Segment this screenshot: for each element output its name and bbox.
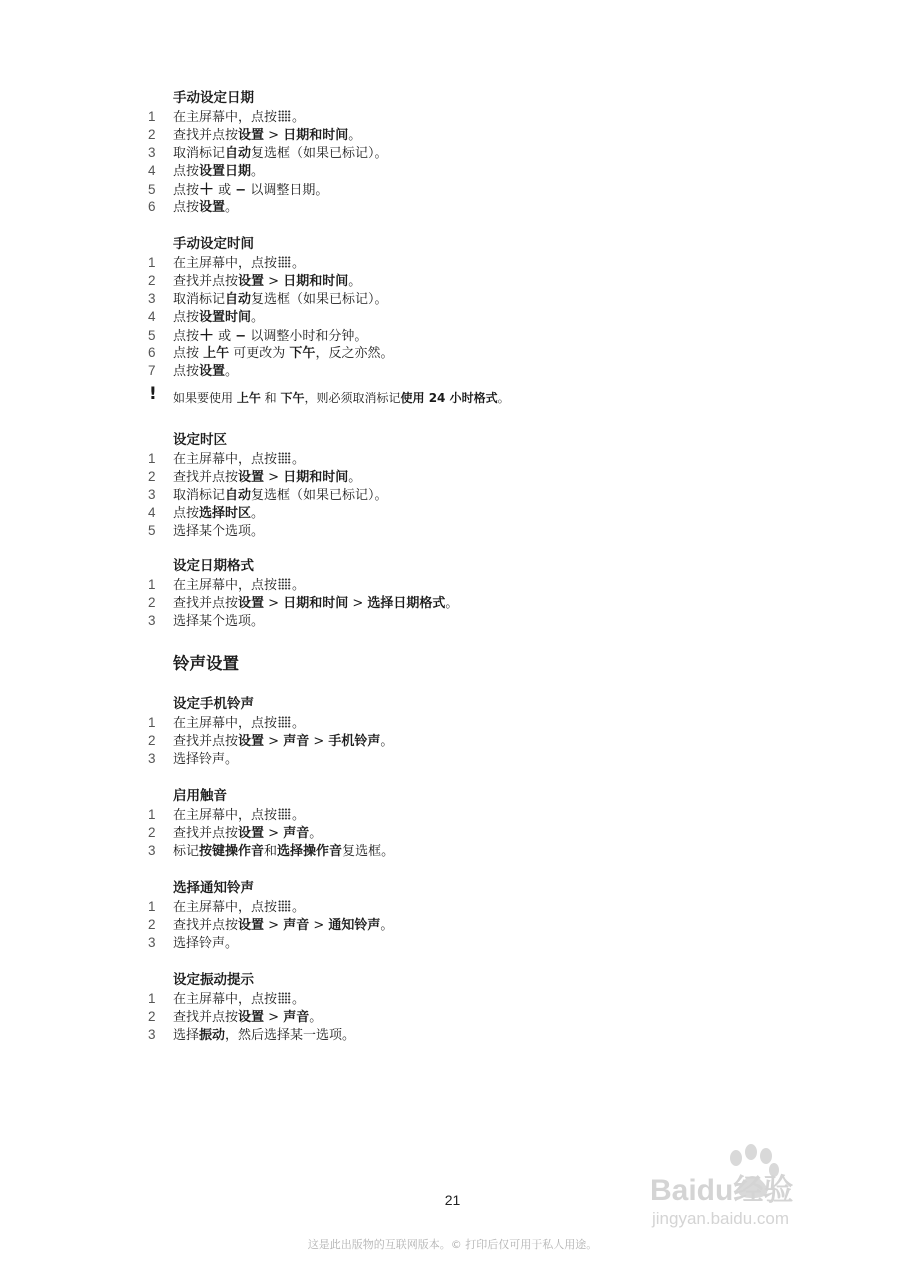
step-item: 1 在主屏幕中，点按 。 [148,899,306,915]
step-item: 7 点按设置。 [148,363,239,379]
heading-set-phone-ringtone: 设定手机铃声 [173,696,254,712]
note-text: 如果要使用 上午 和 下午，则必须取消标记使用 24 小时格式。 [173,391,510,405]
heading-set-timezone: 设定时区 [173,432,227,448]
heading-set-date-format: 设定日期格式 [173,558,254,574]
apps-grid-icon [278,110,291,122]
step-item: 5 点按＋ 或 − 以调整日期。 [148,180,329,198]
step-item: 4 点按设置日期。 [148,163,265,179]
step-item: 2 查找并点按设置 > 日期和时间 > 选择日期格式。 [148,595,459,611]
step-item: 1 在主屏幕中，点按 。 [148,109,306,125]
apps-grid-icon [278,578,291,590]
heading-set-vibration-alert: 设定振动提示 [173,972,254,988]
apps-grid-icon [278,716,291,728]
step-item: 1 在主屏幕中，点按 。 [148,715,306,731]
step-item: 2 查找并点按设置 > 声音 > 通知铃声。 [148,917,394,933]
step-item: 3 选择铃声。 [148,935,239,951]
apps-grid-icon [278,992,291,1004]
step-item: 2 查找并点按设置 > 日期和时间。 [148,469,362,485]
step-item: 6 点按 上午 可更改为 下午，反之亦然。 [148,345,394,361]
plus-icon: ＋ [199,326,215,344]
apps-grid-icon [278,452,291,464]
baidu-jingyan-watermark [648,1140,868,1230]
step-item: 1 在主屏幕中，点按 。 [148,807,306,823]
minus-icon: − [235,329,247,344]
apps-grid-icon [278,900,291,912]
warning-icon: ! [149,384,157,404]
heading-select-notification-ringtone: 选择通知铃声 [173,880,254,896]
step-item: 5 点按＋ 或 − 以调整小时和分钟。 [148,326,368,344]
step-item: 3 选择某个选项。 [148,613,265,629]
step-item: 3 选择铃声。 [148,751,239,767]
apps-grid-icon [278,808,291,820]
step-item: 2 查找并点按设置 > 日期和时间。 [148,273,362,289]
heading-enable-touch-sound: 启用触音 [173,788,227,804]
step-item: 5 选择某个选项。 [148,523,265,539]
plus-icon: ＋ [199,180,215,198]
step-item: 2 查找并点按设置 > 声音。 [148,1009,323,1025]
step-item: 3 取消标记自动复选框（如果已标记）。 [148,487,388,503]
watermark-url: jingyan.baidu.com [652,1209,790,1228]
step-item: 1 在主屏幕中，点按 。 [148,255,306,271]
step-item: 1 在主屏幕中，点按 。 [148,451,306,467]
step-item: 1 在主屏幕中，点按 。 [148,577,306,593]
step-item: 3 取消标记自动复选框（如果已标记）。 [148,291,388,307]
heading-set-time-manually: 手动设定时间 [173,236,254,252]
step-item: 3 取消标记自动复选框（如果已标记）。 [148,145,388,161]
step-item: 2 查找并点按设置 > 声音。 [148,825,323,841]
step-item: 4 点按设置时间。 [148,309,265,325]
step-item: 1 在主屏幕中，点按 。 [148,991,306,1007]
heading-set-date-manually: 手动设定日期 [173,90,254,106]
step-item: 6 点按设置。 [148,199,239,215]
section-title-ringtone-settings: 铃声设置 [173,654,239,673]
apps-grid-icon [278,256,291,268]
step-item: 3 标记按键操作音和选择操作音复选框。 [148,843,395,859]
step-item: 4 点按选择时区。 [148,505,265,521]
step-item: 2 查找并点按设置 > 日期和时间。 [148,127,362,143]
footer-copyright: 这是此出版物的互联网版本。© 打印后仅可用于私人用途。 [307,1238,598,1251]
page-number: 21 [444,1192,461,1208]
minus-icon: − [235,183,247,198]
watermark-brand: Baidu经验 [650,1174,794,1207]
step-item: 2 查找并点按设置 > 声音 > 手机铃声。 [148,733,394,749]
step-item: 3 选择振动，然后选择某一选项。 [148,1027,356,1043]
